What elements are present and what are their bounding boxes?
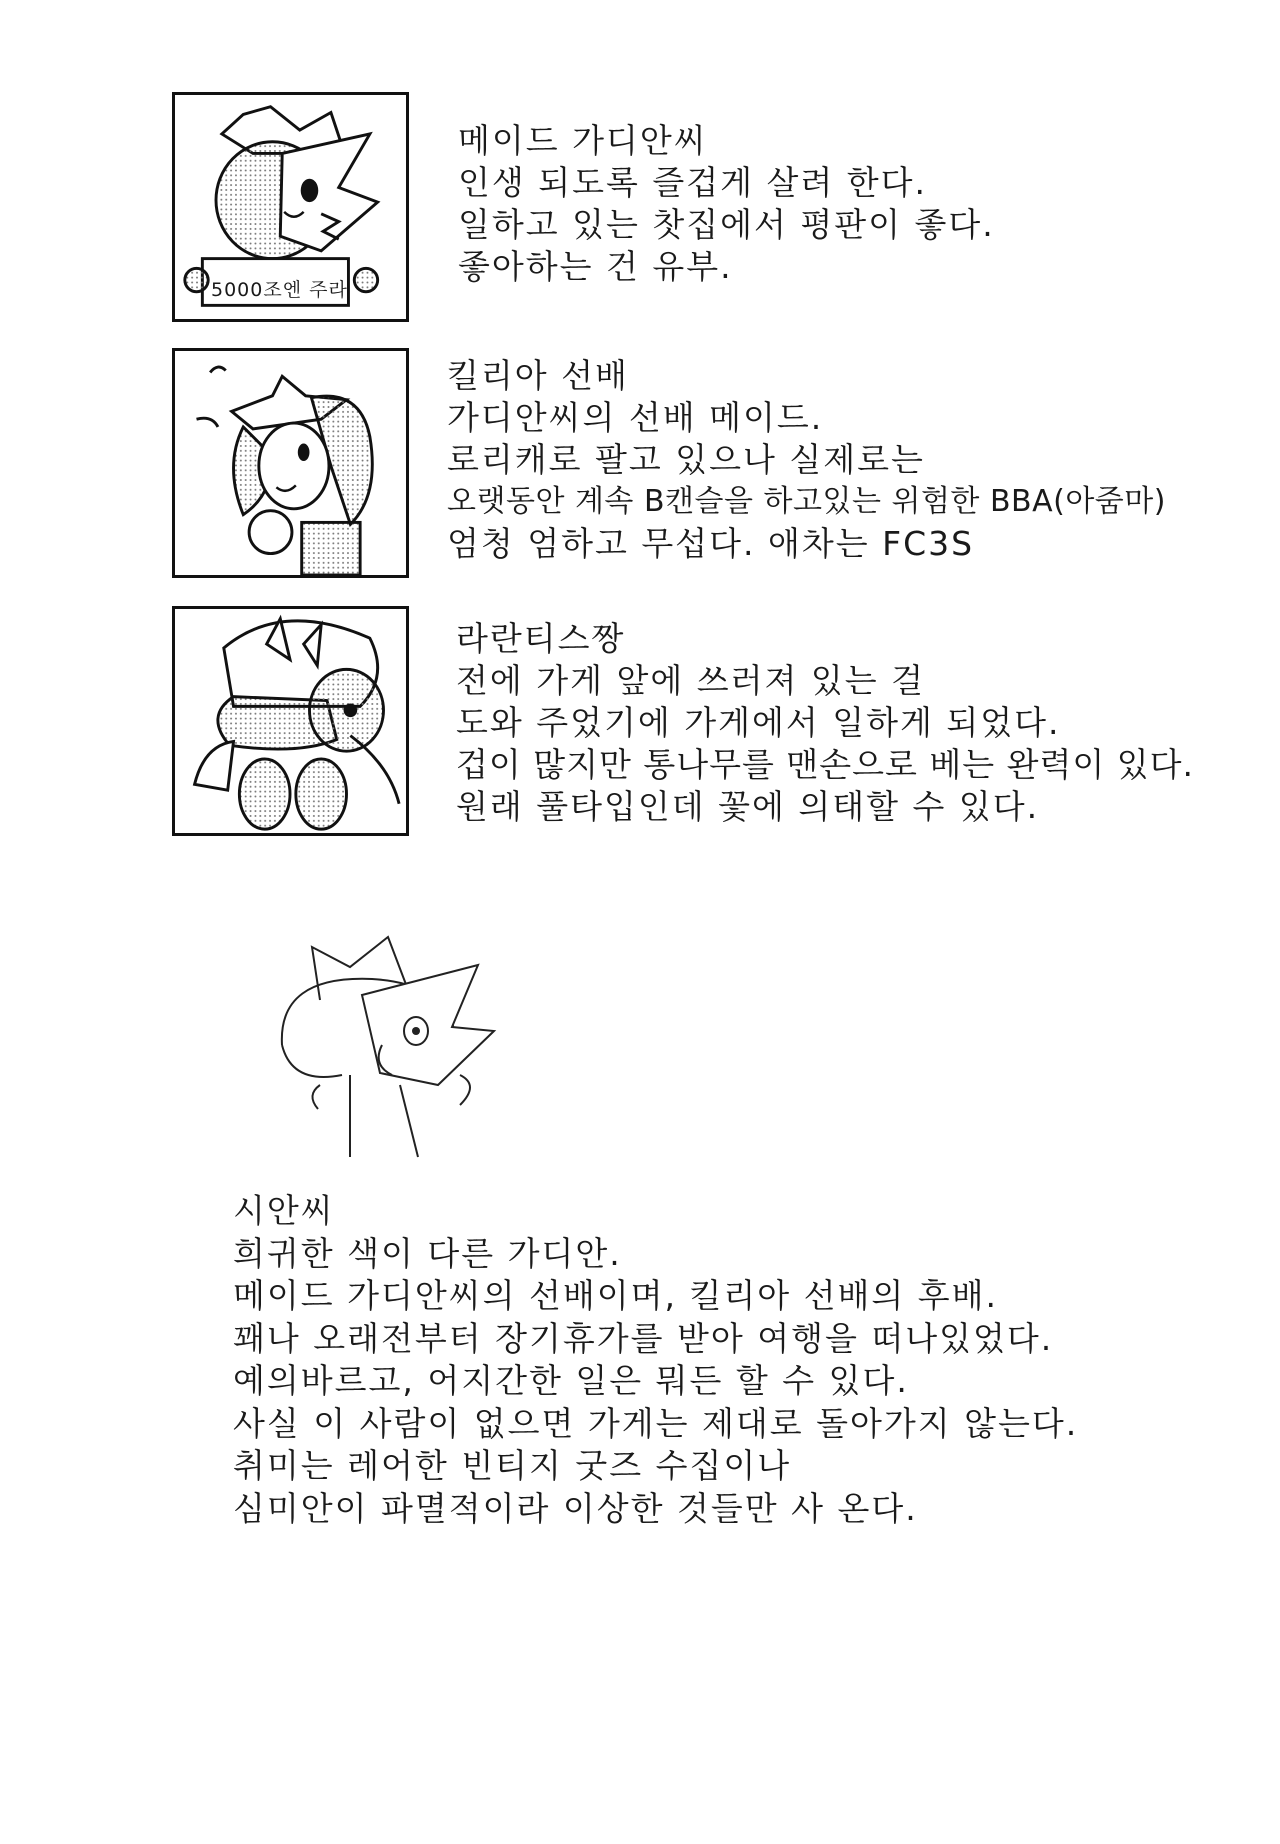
profile-line: 메이드 가디안씨의 선배이며, 킬리아 선배의 후배. (233, 1276, 998, 1315)
profile-panel-1 (172, 92, 409, 322)
profile-text-2 (447, 355, 1166, 565)
shiny-gardevoir-sketch (270, 935, 500, 1160)
kirlia-illustration (175, 351, 406, 575)
profile-line: 오랫동안 계속 B캔슬을 하고있는 위험한 BBA(아줌마) (447, 484, 1166, 519)
profile-line: 사실 이 사람이 없으면 가게는 제대로 돌아가지 않는다. (233, 1403, 1079, 1443)
profile-line: 겁이 많지만 통나무를 맨손으로 베는 완력이 있다. (456, 745, 1194, 784)
profile-name: 라란티스짱 (456, 619, 626, 658)
profile-line: 도와 주었기에 가게에서 일하게 되었다. (456, 703, 1061, 742)
profile-line: 예의바르고, 어지간한 일은 뭐든 할 수 있다. (233, 1361, 909, 1400)
profile-line: 취미는 레어한 빈티지 굿즈 수집이나 (233, 1446, 792, 1485)
profile-line: 전에 가게 앞에 쓰러져 있는 걸 (456, 661, 925, 700)
profile-line: 꽤나 오래전부터 장기휴가를 받아 여행을 떠나있었다. (233, 1318, 1054, 1358)
profile-text-1 (458, 120, 995, 288)
profile-line: 원래 풀타입인데 꽃에 의태할 수 있다. (456, 787, 1040, 826)
profile-text-3 (456, 618, 1194, 828)
profile-name: 시안씨 (233, 1191, 335, 1230)
profile-line: 로리캐로 팔고 있으나 실제로는 (447, 440, 925, 479)
sign-text: 5000조엔 주라 (211, 279, 348, 301)
profile-line: 좋아하는 건 유부. (458, 247, 733, 286)
lurantis-illustration (175, 609, 406, 833)
profile-line: 일하고 있는 찻집에서 평판이 좋다. (458, 205, 995, 244)
profile-line: 심미안이 파멸적이라 이상한 것들만 사 온다. (233, 1488, 918, 1528)
profile-line: 엄청 엄하고 무섭다. 애차는 FC3S (447, 524, 975, 563)
bottom-profile-text (233, 1190, 1078, 1530)
profile-name: 킬리아 선배 (447, 356, 629, 395)
profile-line: 희귀한 색이 다른 가디안. (233, 1233, 622, 1273)
profile-line: 인생 되도록 즐겁게 살려 한다. (458, 163, 927, 202)
profile-line: 가디안씨의 선배 메이드. (447, 398, 824, 437)
profile-name: 메이드 가디안씨 (458, 121, 708, 160)
profile-panel-3 (172, 606, 409, 836)
profile-panel-2 (172, 348, 409, 578)
